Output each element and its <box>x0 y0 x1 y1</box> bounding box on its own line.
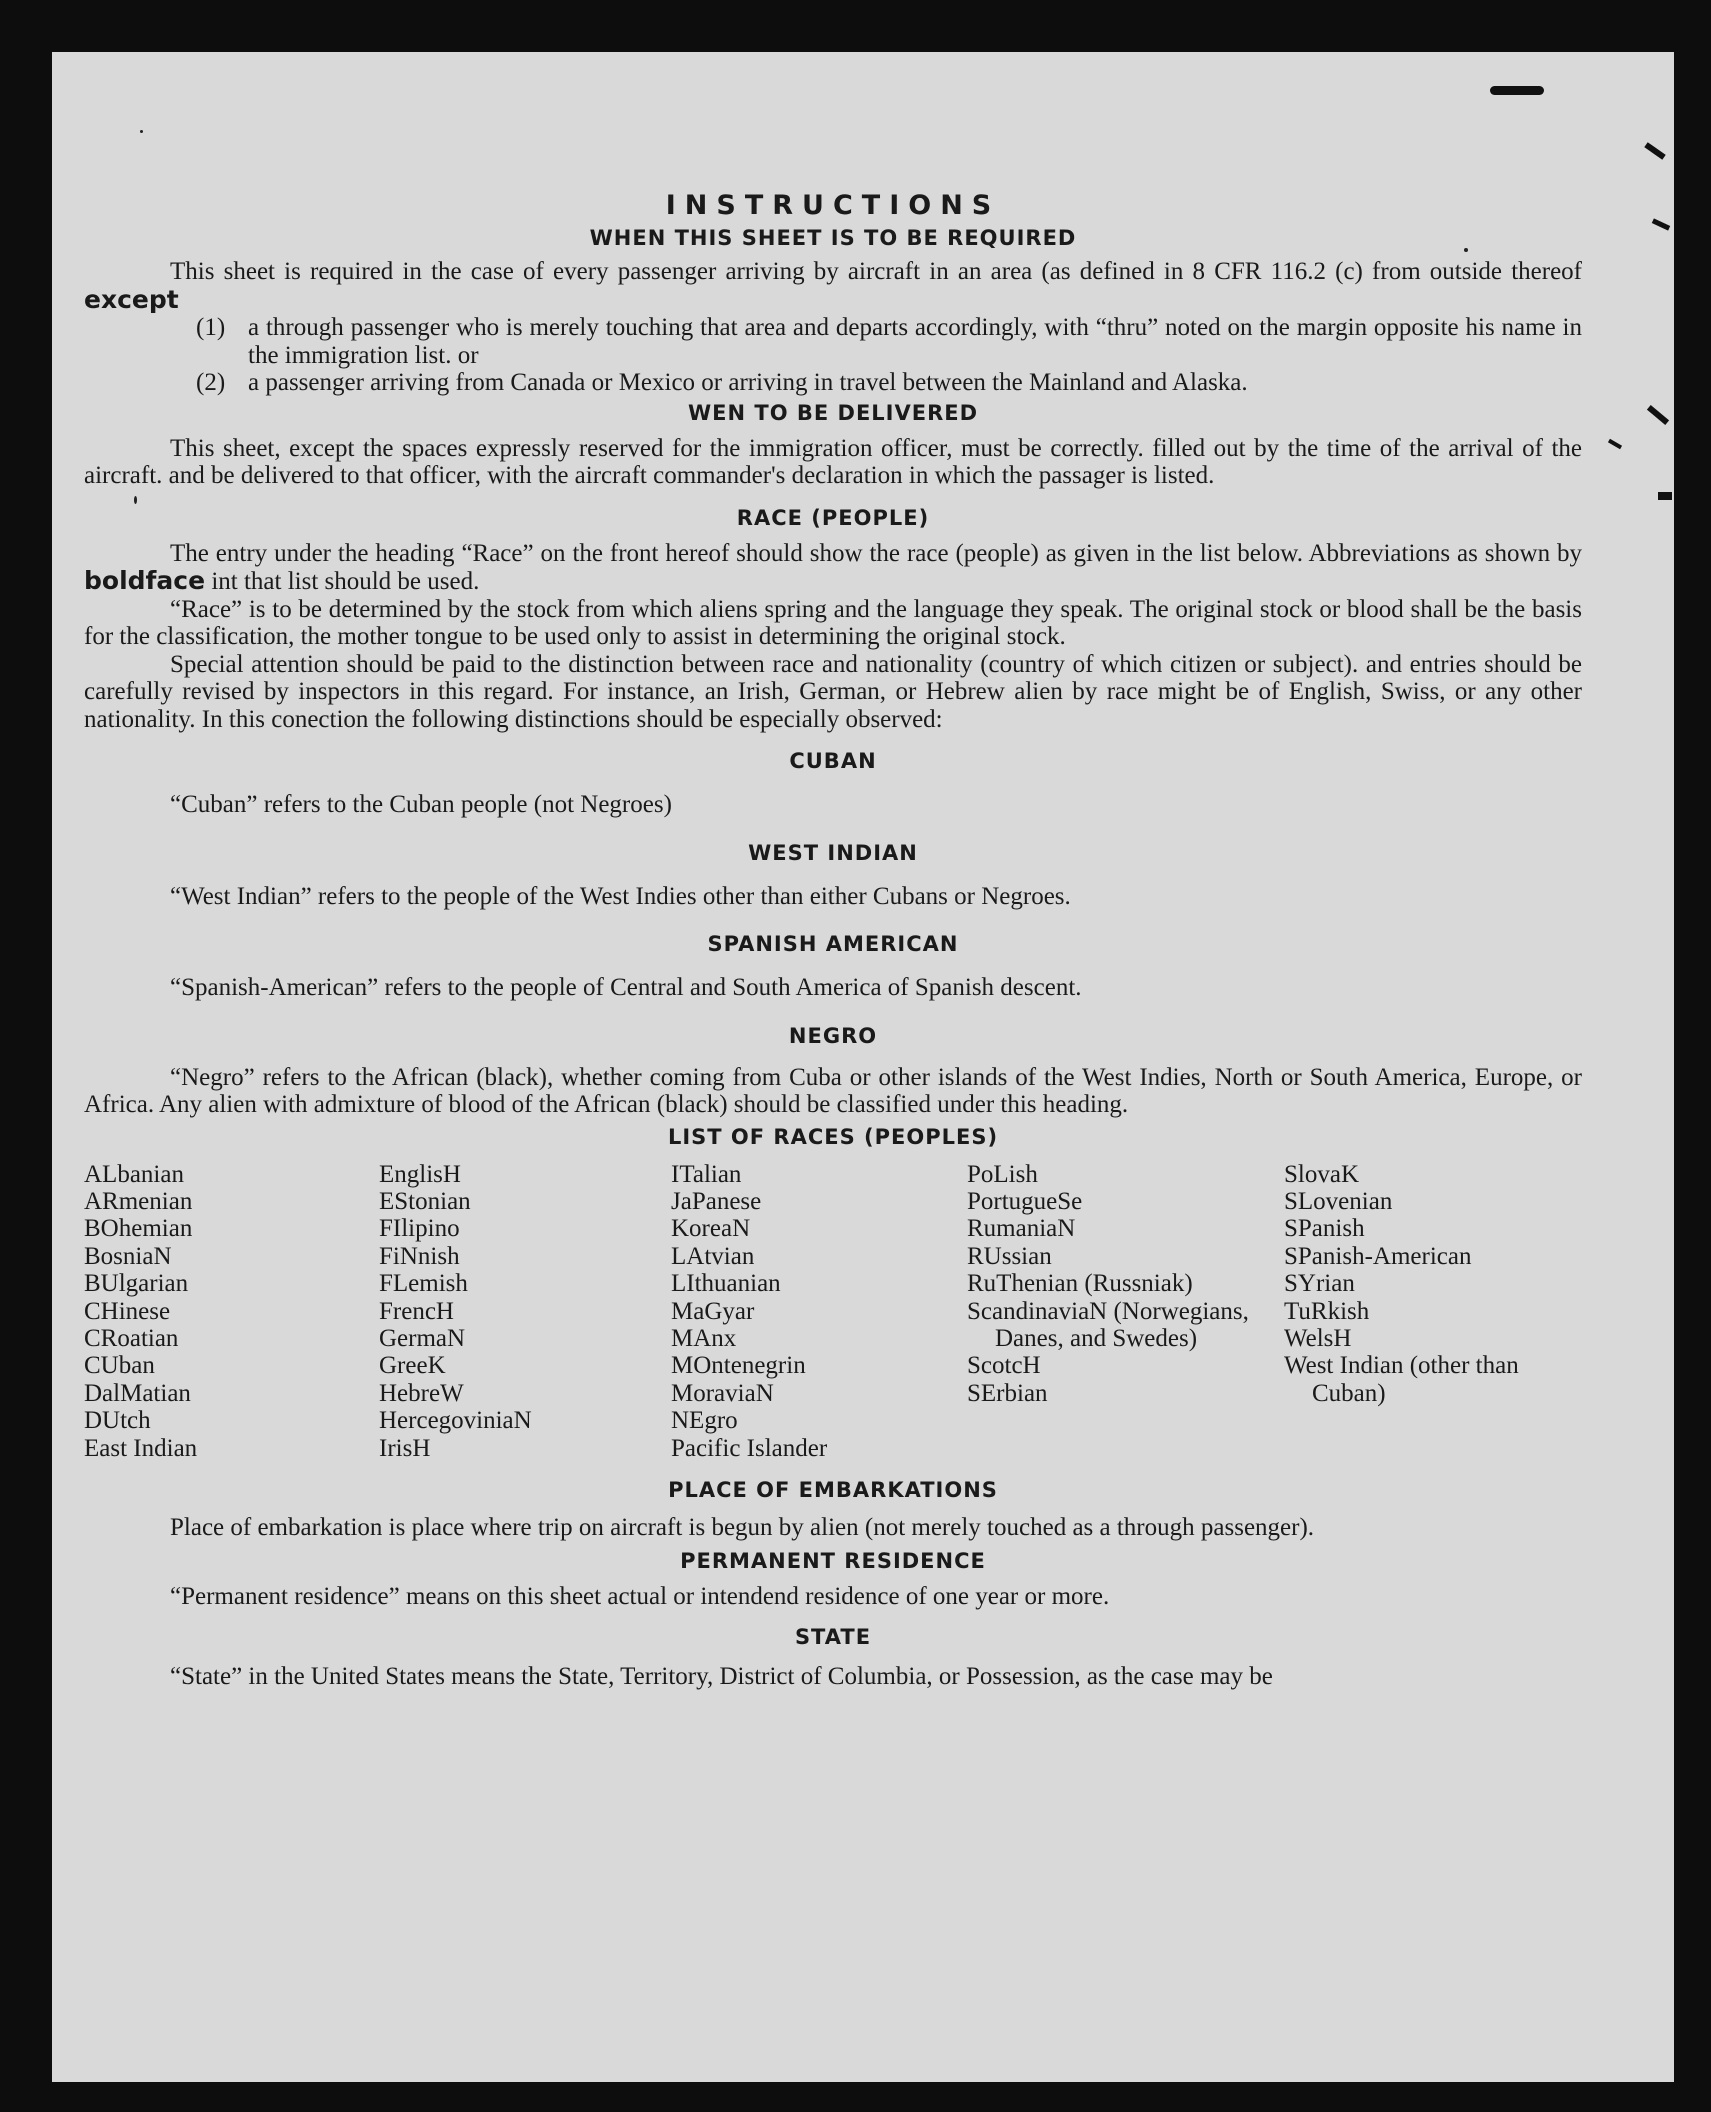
race-entry: BUlgarian <box>84 1270 189 1298</box>
race-entry: EnglisH <box>379 1160 461 1188</box>
race-entry: BosniaN <box>84 1242 172 1270</box>
race-entry: HebreW <box>379 1379 464 1407</box>
heading-when-required: WHEN THIS SHEET IS TO BE REQUIRED <box>589 226 1077 250</box>
race-entry: DalMatian <box>84 1379 191 1407</box>
race-column <box>379 1161 671 1462</box>
race-list <box>84 1161 1582 1462</box>
race-entry: RuThenian (Russniak) <box>967 1270 1193 1298</box>
item-number: (2) <box>196 369 226 396</box>
paragraph-state: “State” in the United States means the State, Territory, District of Columbia, or Possession, as the case may be <box>170 1662 1273 1690</box>
race-entry: HercegoviniaN <box>379 1407 532 1435</box>
race-entry: MOntenegrin <box>671 1352 806 1380</box>
race-column <box>1284 1161 1582 1462</box>
race-entry: FIlipino <box>379 1215 460 1243</box>
race-entry: KoreaN <box>671 1215 751 1243</box>
race-entry: TuRkish <box>1284 1297 1370 1325</box>
item-text: a through passenger who is merely touching that area and departs accordingly, with “thru” noted on the margin opposite his name in the immigration list. or <box>248 314 1582 369</box>
race-entry: SErbian <box>967 1379 1048 1407</box>
paragraph-when-delivered: This sheet, except the spaces expressly reserved for the immigration officer, must be correctly. filled out by the time of the arrival of the aircraft. and be delivered to that officer, with the aircraft commander's declaration in which the passager is listed. <box>84 434 1582 489</box>
race-entry: SPanish-American <box>1284 1242 1472 1270</box>
race-column <box>967 1161 1284 1462</box>
race-entry: IrisH <box>379 1434 431 1462</box>
paragraph-spanish-american: “Spanish-American” refers to the people of Central and South America of Spanish descent. <box>170 974 1082 1001</box>
race-entry: LAtvian <box>671 1242 755 1270</box>
exception-item <box>196 369 1582 397</box>
race-entry: LIthuanian <box>671 1270 781 1298</box>
race-entry: DUtch <box>84 1407 151 1435</box>
ink-mark <box>1490 86 1544 95</box>
ink-mark <box>1652 218 1670 230</box>
race-entry: ScandinaviaN (Norwegians, Danes, and Swedes) <box>967 1297 1249 1352</box>
exception-item <box>196 314 1582 369</box>
heading-list-of-races: LIST OF RACES (PEOPLES) <box>667 1124 999 1149</box>
paragraph-west-indian: “West Indian” refers to the people of the West Indies other than either Cubans or Negroes. <box>170 882 1071 910</box>
ink-mark <box>1608 439 1622 449</box>
page-title: INSTRUCTIONS <box>665 190 1001 221</box>
ink-mark <box>1647 405 1669 425</box>
race-entry: ARmenian <box>84 1187 193 1215</box>
bold-boldface: boldface <box>84 566 206 595</box>
paragraph-when-required <box>84 258 1582 314</box>
paragraph-cuban: “Cuban” refers to the Cuban people (not Negroes) <box>170 791 672 818</box>
race-entry: SLovenian <box>1284 1187 1393 1215</box>
paragraph-text: int that list should be used. <box>211 568 480 595</box>
paragraph-race-3: Special attention should be paid to the distinction between race and nationality (country of which citizen or subject). and entries should be carefully revised by inspectors in this regard. For instance, an Irish, German, or Hebrew alien by race might be of English, Swiss, or any other nationality. In this conection the following distinctions should be especially observed: <box>84 650 1582 733</box>
heading-cuban: CUBAN <box>789 749 877 773</box>
paragraph-race-2: “Race” is to be determined by the stock from which aliens spring and the language they speak. The original stock or blood shall be the basis for the classification, the mother tongue to be used only to assist in determining the original stock. <box>84 595 1582 650</box>
race-entry: EStonian <box>379 1187 471 1215</box>
race-entry: NEgro <box>671 1407 738 1435</box>
ink-mark <box>1658 492 1672 500</box>
heading-embarkation: PLACE OF EMBARKATIONS <box>668 1477 998 1502</box>
race-entry: MaGyar <box>671 1297 755 1325</box>
bold-except: except <box>84 284 179 314</box>
document-body <box>84 192 1582 1690</box>
race-entry: GermaN <box>379 1324 466 1352</box>
race-entry: PortugueSe <box>967 1187 1083 1215</box>
race-entry: BOhemian <box>84 1215 193 1243</box>
heading-spanish-american: SPANISH AMERICAN <box>707 932 959 956</box>
heading-residence: PERMANENT RESIDENCE <box>680 1549 986 1574</box>
race-entry: RumaniaN <box>967 1215 1076 1243</box>
race-entry: SPanish <box>1284 1215 1365 1243</box>
ink-mark <box>1644 142 1665 160</box>
heading-state: STATE <box>794 1624 872 1649</box>
race-entry: RUssian <box>967 1242 1052 1270</box>
race-column <box>671 1161 967 1462</box>
heading-race: RACE (PEOPLE) <box>736 505 930 530</box>
paragraph-text: This sheet is required in the case of every passenger arriving by aircraft in an area (as defined in 8 CFR 116.2 (c) from outside thereof <box>170 258 1582 285</box>
paragraph-residence: “Permanent residence” means on this sheet actual or intendend residence of one year or more. <box>170 1583 1110 1611</box>
race-entry: GreeK <box>379 1352 446 1380</box>
paragraph-race-1 <box>84 540 1582 596</box>
race-entry: PoLish <box>967 1160 1038 1188</box>
race-entry: Pacific Islander <box>671 1434 828 1462</box>
race-entry: CUban <box>84 1352 155 1380</box>
race-entry: FiNnish <box>379 1242 460 1270</box>
race-entry: SlovaK <box>1284 1160 1359 1188</box>
heading-negro: NEGRO <box>788 1023 878 1048</box>
document-page <box>52 52 1674 2082</box>
race-entry: CHinese <box>84 1297 171 1325</box>
race-entry: ALbanian <box>84 1160 184 1188</box>
race-entry: MoraviaN <box>671 1379 774 1407</box>
race-entry: East Indian <box>84 1434 198 1462</box>
race-entry: FLemish <box>379 1270 468 1298</box>
ink-dot <box>140 130 143 133</box>
race-entry: MAnx <box>671 1324 737 1352</box>
race-column <box>84 1161 379 1462</box>
race-entry: ITalian <box>671 1160 742 1188</box>
race-entry: ScotcH <box>967 1352 1041 1380</box>
paragraph-negro: “Negro” refers to the African (black), whether coming from Cuba or other islands of the West Indies, North or South America, Europe, or Africa. Any alien with admixture of blood of the African (black) should be classified under this heading. <box>84 1063 1582 1118</box>
race-entry: West Indian (other than Cuban) <box>1284 1352 1519 1407</box>
item-text: a passenger arriving from Canada or Mexico or arriving in travel between the Mainland and Alaska. <box>248 369 1248 396</box>
race-entry: JaPanese <box>671 1187 762 1215</box>
race-entry: WelsH <box>1284 1324 1352 1352</box>
paragraph-embarkation: Place of embarkation is place where trip on aircraft is begun by alien (not merely touched as a through passenger). <box>170 1513 1315 1541</box>
race-entry: CRoatian <box>84 1324 179 1352</box>
heading-when-delivered: WEN TO BE DELIVERED <box>687 400 979 425</box>
paragraph-text: The entry under the heading “Race” on the front hereof should show the race (people) as given in the list below. Abbreviations as shown by <box>170 539 1582 567</box>
race-entry: FrencH <box>379 1297 454 1325</box>
race-entry: SYrian <box>1284 1270 1355 1298</box>
heading-west-indian: WEST INDIAN <box>748 840 918 865</box>
item-number: (1) <box>196 314 226 341</box>
